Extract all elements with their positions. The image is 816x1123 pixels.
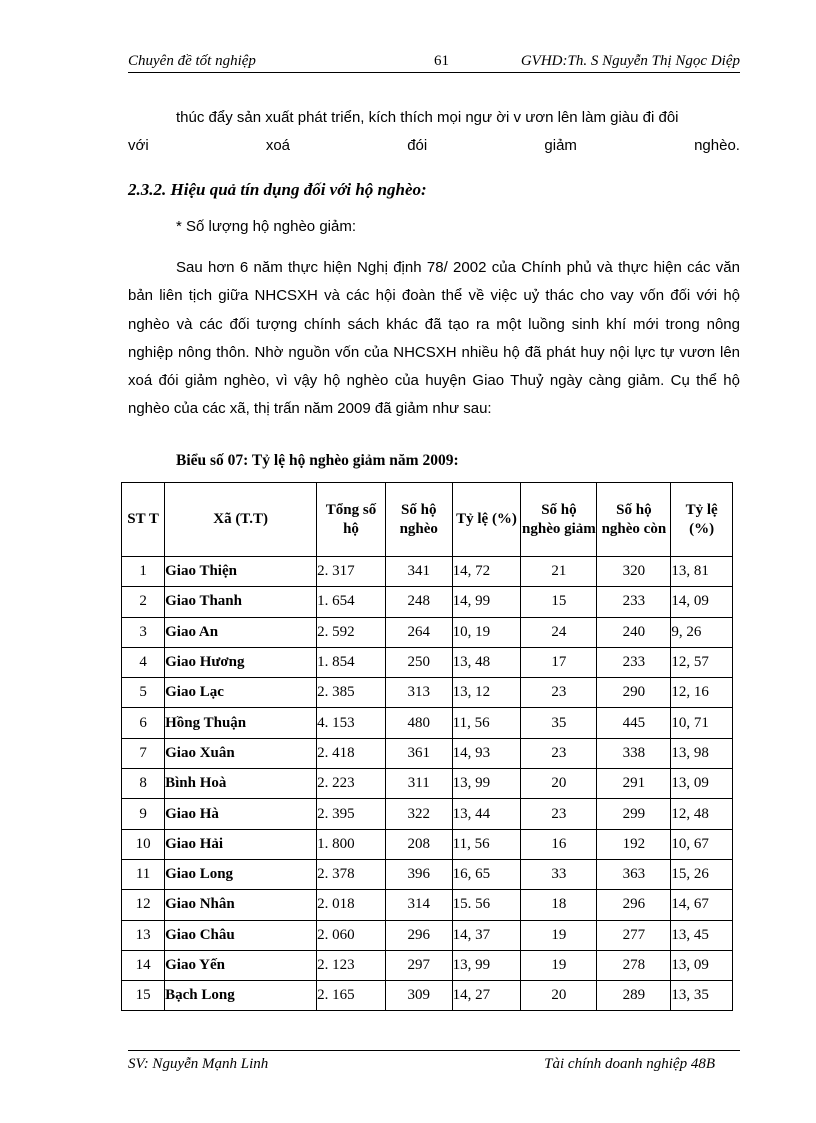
table-cell: 233 [597,587,671,617]
table-cell: 23 [521,678,597,708]
table-cell: 9 [122,799,165,829]
table-cell: 2. 385 [317,678,386,708]
table-cell: 15. 56 [452,890,521,920]
table-cell: 14, 72 [452,557,521,587]
table-cell: 2. 223 [317,769,386,799]
table-cell: 192 [597,829,671,859]
table-cell: Giao Yến [165,950,317,980]
table-cell: 278 [597,950,671,980]
table-row [122,950,733,980]
table-cell: 361 [385,738,452,768]
table-cell: 2. 123 [317,950,386,980]
table-cell: 313 [385,678,452,708]
table-row [122,708,733,738]
table-cell: 299 [597,799,671,829]
table-cell: 11 [122,859,165,889]
table-cell: 16, 65 [452,859,521,889]
table-row [122,890,733,920]
table-cell: 15 [521,587,597,617]
table-cell: 24 [521,617,597,647]
table-cell: 291 [597,769,671,799]
table-cell: 309 [385,981,452,1011]
col-header-rate-after: Tỷ lệ (%) [671,483,733,557]
paragraph-line: thúc đẩy sản xuất phát triển, kích thích mọi ngư ời v ươn lên làm giàu đi đôi [176,109,679,126]
col-header-poor-households: Số hộ nghèo [385,483,452,557]
table-cell: Giao Thiện [165,557,317,587]
table-cell: 13, 09 [671,769,733,799]
table-cell: 396 [385,859,452,889]
table-cell: 23 [521,738,597,768]
table-cell: Bạch Long [165,981,317,1011]
table-cell: Giao Hà [165,799,317,829]
table-row [122,557,733,587]
paragraph-text: Sau hơn 6 năm thực hiện Nghị định 78/ 2002 của Chính phủ và thực hiện các văn bản liên tịch giữa NHCSXH và các hội đoàn thể về việc uỷ thác cho vay vốn đối với hộ nghèo và các đối tượng chính sách khác đã tạo ra một luồng sinh khí mới trong nông nghiệp nông thôn. Nhờ nguồn vốn của NHCSXH nhiều hộ đã phát huy nội lực tự vươn lên xoá đói giảm nghèo, vì vậy hộ nghèo của huyện Giao Thuỷ ngày càng giảm. Cụ thể hộ nghèo của các xã, thị trấn năm 2009 đã giảm như sau: [128,259,740,418]
table-cell: 19 [521,950,597,980]
table-cell: 15, 26 [671,859,733,889]
table-row [122,738,733,768]
table-cell: 13, 35 [671,981,733,1011]
table-cell: Giao Thanh [165,587,317,617]
table-cell: 233 [597,647,671,677]
col-header-commune: Xã (T.T) [165,483,317,557]
header-left: Chuyên đề tốt nghiệp [128,53,256,69]
table-cell: 9, 26 [671,617,733,647]
table-cell: 2. 418 [317,738,386,768]
table-cell: 15 [122,981,165,1011]
table-cell: 1. 654 [317,587,386,617]
table-cell: 10, 19 [452,617,521,647]
table-cell: 14, 67 [671,890,733,920]
table-cell: 4. 153 [317,708,386,738]
table-row [122,617,733,647]
table-caption: Biểu số 07: Tỷ lệ hộ nghèo giảm năm 2009: [176,452,459,469]
table-cell: 10, 67 [671,829,733,859]
table-cell: 250 [385,647,452,677]
table-cell: 14 [122,950,165,980]
table-cell: 35 [521,708,597,738]
footer-left: SV: Nguyễn Mạnh Linh [128,1056,269,1072]
table-cell: 33 [521,859,597,889]
table-row [122,981,733,1011]
table-cell: 18 [521,890,597,920]
table-row [122,799,733,829]
table-cell: 277 [597,920,671,950]
table-cell: 296 [597,890,671,920]
table-cell: 3 [122,617,165,647]
table-cell: 14, 99 [452,587,521,617]
table-cell: 20 [521,769,597,799]
header-right: GVHD:Th. S Nguyễn Thị Ngọc Diệp [520,53,740,69]
table-cell: 10, 71 [671,708,733,738]
table-cell: 13, 09 [671,950,733,980]
word: đói [407,137,428,155]
table-cell: 13 [122,920,165,950]
table-cell: 2. 592 [317,617,386,647]
table-cell: 13, 81 [671,557,733,587]
table-cell: 12, 48 [671,799,733,829]
table-cell: 240 [597,617,671,647]
table-cell: 2. 317 [317,557,386,587]
table-cell: Giao An [165,617,317,647]
word: xoá [265,137,291,155]
table-cell: 17 [521,647,597,677]
table-cell: 12 [122,890,165,920]
table-cell: 8 [122,769,165,799]
table-cell: Hồng Thuận [165,708,317,738]
table-cell: 16 [521,829,597,859]
table-cell: Giao Châu [165,920,317,950]
table-cell: 296 [385,920,452,950]
page-number: 61 [434,53,449,69]
table-cell: 23 [521,799,597,829]
table-cell: 13, 99 [452,950,521,980]
table-cell: 13, 48 [452,647,521,677]
paragraph-intro [128,104,740,161]
table-cell: 341 [385,557,452,587]
header-rule [128,72,740,73]
table-cell: 1. 854 [317,647,386,677]
table-cell: 14, 37 [452,920,521,950]
table-cell: 11, 56 [452,708,521,738]
table-cell: 13, 99 [452,769,521,799]
page-header [128,51,740,73]
table-cell: Giao Hương [165,647,317,677]
table-cell: 13, 12 [452,678,521,708]
table-cell: 2. 060 [317,920,386,950]
table-cell: 1 [122,557,165,587]
table-row [122,829,733,859]
col-header-stt: ST T [122,483,165,557]
table-cell: 297 [385,950,452,980]
table-cell: Giao Long [165,859,317,889]
table-cell: 13, 45 [671,920,733,950]
table-cell: 14, 93 [452,738,521,768]
table-cell: 290 [597,678,671,708]
footer-rule [128,1050,740,1051]
table-cell: Giao Hải [165,829,317,859]
table-cell: 363 [597,859,671,889]
col-header-total-households: Tổng số hộ [317,483,386,557]
footer-right: Tài chính doanh nghiệp 48B [544,1056,715,1072]
table-cell: 10 [122,829,165,859]
table-cell: 322 [385,799,452,829]
bullet-text: * Số lượng hộ nghèo giảm: [176,218,356,235]
table-cell: 445 [597,708,671,738]
table-cell: 6 [122,708,165,738]
table-cell: 12, 57 [671,647,733,677]
table-cell: 14, 09 [671,587,733,617]
table-row [122,920,733,950]
table-cell: 2. 395 [317,799,386,829]
table-cell: 5 [122,678,165,708]
word: với [128,137,149,155]
table-cell: 248 [385,587,452,617]
col-header-poor-remaining: Số hộ nghèo còn [597,483,671,557]
table-cell: 2. 165 [317,981,386,1011]
table-cell: Giao Lạc [165,678,317,708]
table-cell: 2. 378 [317,859,386,889]
col-header-rate: Tỷ lệ (%) [452,483,521,557]
word: giảm [544,137,577,155]
paragraph-justified-line [128,132,740,160]
table-cell: 264 [385,617,452,647]
table-cell: 289 [597,981,671,1011]
table-cell: 20 [521,981,597,1011]
section-heading: 2.3.2. Hiệu quả tín dụng đối với hộ nghèo: [128,180,427,199]
table-cell: 480 [385,708,452,738]
table-row [122,678,733,708]
table-cell: 19 [521,920,597,950]
table-cell: 13, 44 [452,799,521,829]
table-cell: 338 [597,738,671,768]
table-cell: 311 [385,769,452,799]
table-cell: 4 [122,647,165,677]
word: nghèo. [694,137,740,155]
table-header-row [122,483,733,557]
poverty-table [121,482,733,1011]
table-cell: Giao Xuân [165,738,317,768]
table-cell: 14, 27 [452,981,521,1011]
table-cell: 13, 98 [671,738,733,768]
paragraph-body [128,254,740,424]
table-cell: 2 [122,587,165,617]
table-row [122,859,733,889]
table-cell: 2. 018 [317,890,386,920]
table-cell: 320 [597,557,671,587]
table-cell: 11, 56 [452,829,521,859]
table-cell: Bình Hoà [165,769,317,799]
table-cell: 208 [385,829,452,859]
table-cell: 314 [385,890,452,920]
table-row [122,647,733,677]
table-row [122,769,733,799]
table-cell: 7 [122,738,165,768]
table-cell: Giao Nhân [165,890,317,920]
col-header-poor-reduced: Số hộ nghèo giảm [521,483,597,557]
table-cell: 1. 800 [317,829,386,859]
table-row [122,587,733,617]
table-cell: 12, 16 [671,678,733,708]
table-cell: 21 [521,557,597,587]
